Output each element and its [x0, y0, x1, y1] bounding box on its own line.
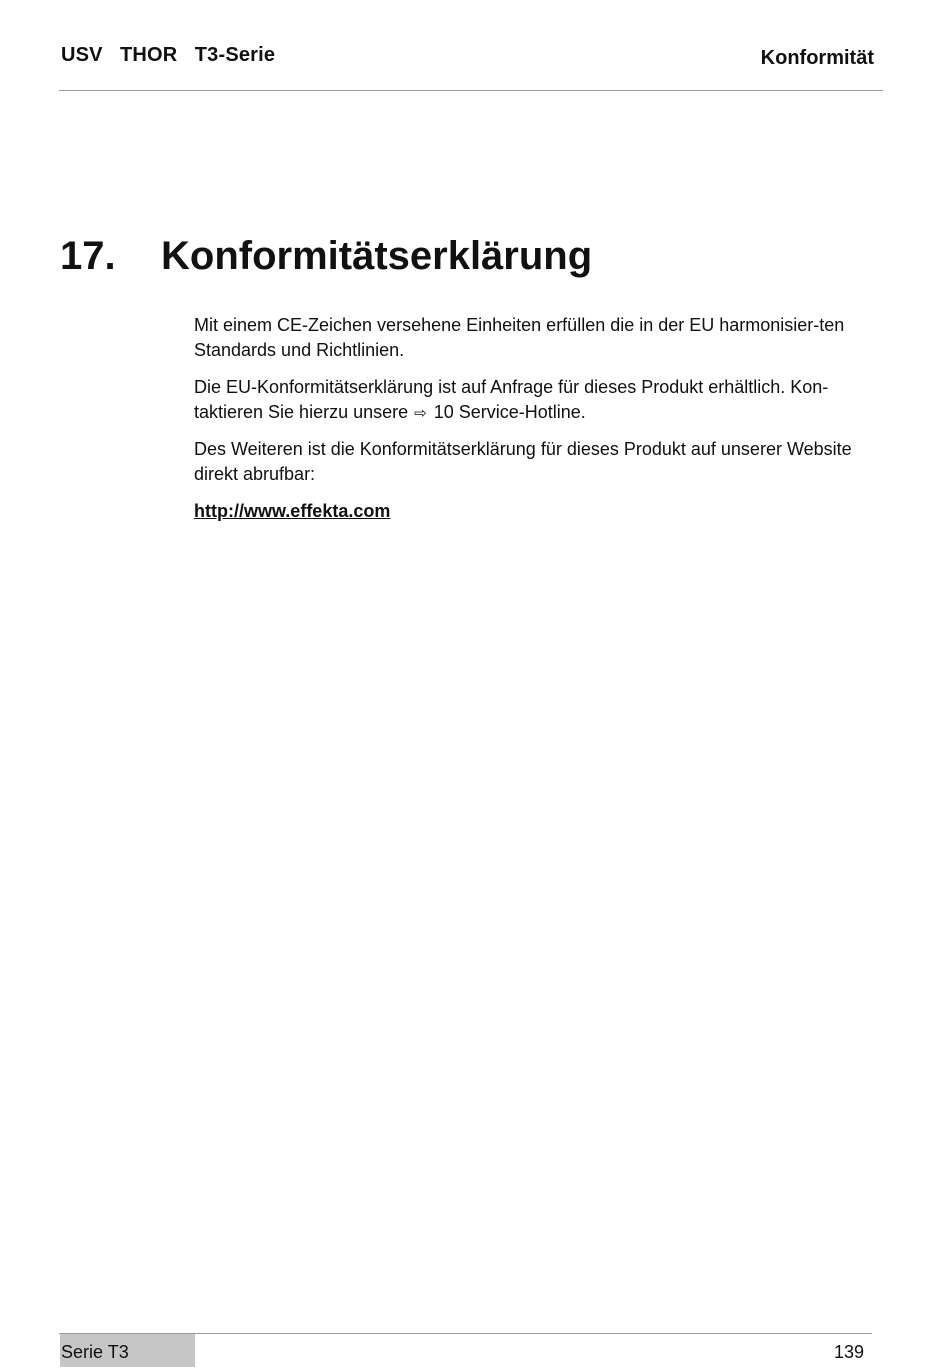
paragraph-ce-mark: Mit einem CE-Zeichen versehene Einheiten erfüllen die in der EU harmonisier-ten Standards und Richtlinien.: [194, 315, 845, 360]
chapter-body: [194, 313, 866, 536]
page-number: 139: [833, 1342, 864, 1362]
service-hotline-reference: 10 Service-Hotline.: [428, 402, 586, 422]
paragraph-declaration-request: [194, 375, 866, 425]
paragraph-website-download: Des Weiteren ist die Konformitätserklärung für dieses Produkt auf unserer Website direkt abrufbar:: [194, 439, 852, 484]
header-divider: [59, 90, 883, 91]
website-link[interactable]: http://www.effekta.com: [194, 501, 391, 521]
cross-reference-arrow-icon: ⇨: [414, 405, 427, 422]
chapter-title: Konformitätserklärung: [161, 234, 593, 278]
paragraph-declaration-text: Die EU-Konformitätserklärung ist auf Anfrage für dieses Produkt erhältlich. Kon-taktieren Sie hierzu unsere: [194, 377, 829, 422]
footer-series-label: Serie T3: [61, 1342, 129, 1362]
header-product-title: USV THOR T3-Serie: [61, 44, 276, 66]
chapter-number: 17.: [60, 234, 116, 278]
header-section-title: Konformität: [760, 47, 874, 69]
